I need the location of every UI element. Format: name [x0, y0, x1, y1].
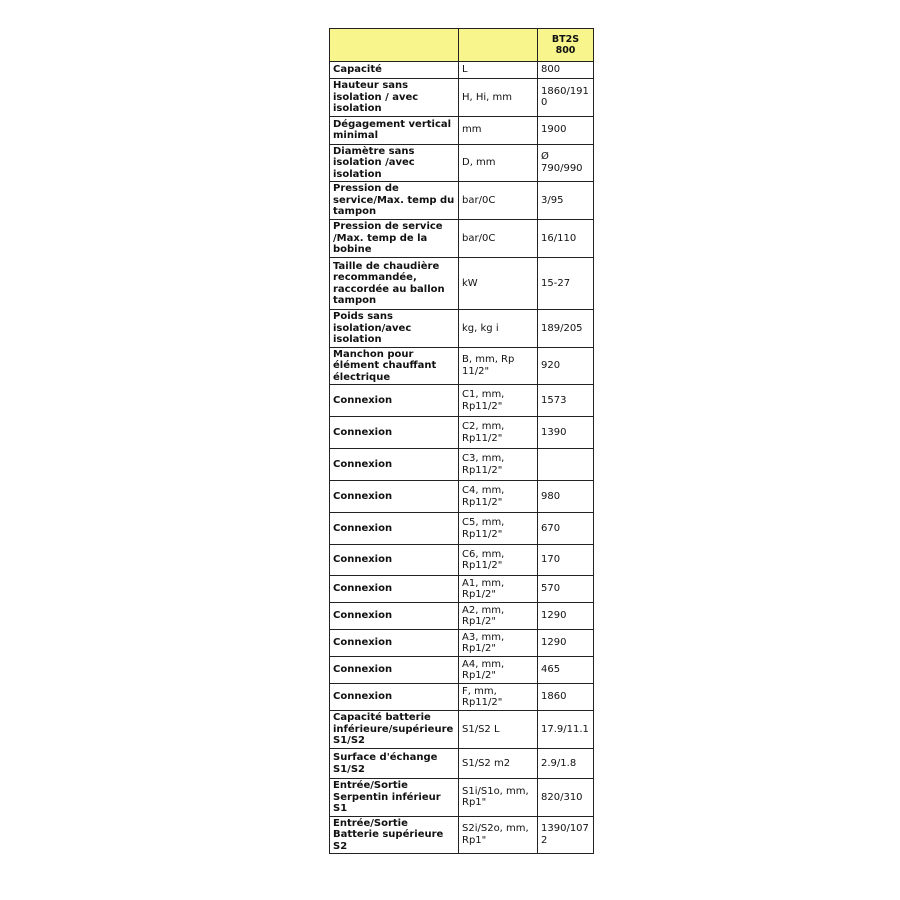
- table-row: [330, 449, 594, 481]
- row-value: 670: [538, 513, 594, 545]
- row-value: 1290: [538, 630, 594, 657]
- table-row: [330, 657, 594, 684]
- row-unit: C5, mm, Rp11/2": [459, 513, 538, 545]
- table-row: [330, 116, 594, 144]
- row-label: Connexion: [330, 545, 459, 576]
- row-label: Connexion: [330, 481, 459, 513]
- row-label: Connexion: [330, 630, 459, 657]
- row-label: Entrée/Sortie Batterie supérieure S2: [330, 816, 459, 854]
- row-label: Connexion: [330, 513, 459, 545]
- row-unit: S1/S2 L: [459, 711, 538, 749]
- header-unit-cell: [459, 29, 538, 62]
- row-label: Connexion: [330, 449, 459, 481]
- row-value: 15-27: [538, 258, 594, 310]
- row-label: Poids sans isolation/avec isolation: [330, 310, 459, 348]
- row-value: 189/205: [538, 310, 594, 348]
- row-label: Pression de service /Max. temp de la bobine: [330, 220, 459, 258]
- table-row: [330, 79, 594, 117]
- table-row: [330, 144, 594, 182]
- spec-table-body: [330, 29, 594, 854]
- row-unit: C3, mm, Rp11/2": [459, 449, 538, 481]
- row-value: 16/110: [538, 220, 594, 258]
- row-value: Ø 790/990: [538, 144, 594, 182]
- row-label: Capacité batterie inférieure/supérieure S1/S2: [330, 711, 459, 749]
- table-row: [330, 684, 594, 711]
- row-value: 465: [538, 657, 594, 684]
- row-label: Entrée/Sortie Serpentin inférieur S1: [330, 779, 459, 817]
- row-value: 1390/1072: [538, 816, 594, 854]
- row-label: Capacité: [330, 62, 459, 79]
- row-label: Surface d'échange S1/S2: [330, 749, 459, 779]
- row-label: Connexion: [330, 684, 459, 711]
- row-value: 170: [538, 545, 594, 576]
- row-value: 1390: [538, 417, 594, 449]
- row-value: 1573: [538, 385, 594, 417]
- row-label: Connexion: [330, 657, 459, 684]
- row-label: Dégagement vertical minimal: [330, 116, 459, 144]
- table-row: [330, 347, 594, 385]
- row-unit: A1, mm, Rp1/2": [459, 576, 538, 603]
- row-label: Pression de service/Max. temp du tampon: [330, 182, 459, 220]
- row-unit: C1, mm, Rp11/2": [459, 385, 538, 417]
- table-header-row: [330, 29, 594, 62]
- row-label: Hauteur sans isolation / avec isolation: [330, 79, 459, 117]
- table-row: [330, 779, 594, 817]
- row-unit: S2i/S2o, mm, Rp1": [459, 816, 538, 854]
- row-value: 3/95: [538, 182, 594, 220]
- row-label: Connexion: [330, 603, 459, 630]
- row-unit: C2, mm, Rp11/2": [459, 417, 538, 449]
- row-value: 920: [538, 347, 594, 385]
- table-row: [330, 603, 594, 630]
- row-label: Connexion: [330, 576, 459, 603]
- header-label-cell: [330, 29, 459, 62]
- row-label: Manchon pour élément chauffant électrique: [330, 347, 459, 385]
- table-row: [330, 220, 594, 258]
- row-value: 1900: [538, 116, 594, 144]
- row-value: 1290: [538, 603, 594, 630]
- table-row: [330, 481, 594, 513]
- table-row: [330, 182, 594, 220]
- row-value: 17.9/11.1: [538, 711, 594, 749]
- spec-table: [329, 28, 594, 854]
- row-value: 820/310: [538, 779, 594, 817]
- row-unit: kg, kg i: [459, 310, 538, 348]
- row-label: Connexion: [330, 417, 459, 449]
- table-row: [330, 576, 594, 603]
- row-unit: C6, mm, Rp11/2": [459, 545, 538, 576]
- row-unit: A4, mm, Rp1/2": [459, 657, 538, 684]
- row-label: Connexion: [330, 385, 459, 417]
- row-label: Diamètre sans isolation /avec isolation: [330, 144, 459, 182]
- table-row: [330, 417, 594, 449]
- model-capacity: 800: [555, 45, 576, 56]
- table-row: [330, 711, 594, 749]
- row-unit: A2, mm, Rp1/2": [459, 603, 538, 630]
- table-row: [330, 513, 594, 545]
- row-unit: B, mm, Rp 11/2": [459, 347, 538, 385]
- table-row: [330, 385, 594, 417]
- row-unit: bar/0C: [459, 220, 538, 258]
- row-unit: mm: [459, 116, 538, 144]
- row-value: 2.9/1.8: [538, 749, 594, 779]
- row-value: 570: [538, 576, 594, 603]
- table-row: [330, 62, 594, 79]
- row-unit: H, Hi, mm: [459, 79, 538, 117]
- row-unit: S1/S2 m2: [459, 749, 538, 779]
- row-unit: bar/0C: [459, 182, 538, 220]
- table-row: [330, 258, 594, 310]
- row-unit: C4, mm, Rp11/2": [459, 481, 538, 513]
- row-unit: L: [459, 62, 538, 79]
- row-unit: F, mm, Rp11/2": [459, 684, 538, 711]
- row-unit: A3, mm, Rp1/2": [459, 630, 538, 657]
- model-name: BT2S: [551, 34, 580, 45]
- row-value: 800: [538, 62, 594, 79]
- row-unit: D, mm: [459, 144, 538, 182]
- row-value: 1860: [538, 684, 594, 711]
- row-unit: kW: [459, 258, 538, 310]
- header-model-cell: [538, 29, 594, 62]
- table-row: [330, 545, 594, 576]
- table-row: [330, 816, 594, 854]
- table-row: [330, 310, 594, 348]
- table-row: [330, 630, 594, 657]
- row-value: 1860/1910: [538, 79, 594, 117]
- row-label: Taille de chaudière recommandée, raccordée au ballon tampon: [330, 258, 459, 310]
- table-row: [330, 749, 594, 779]
- row-unit: S1i/S1o, mm, Rp1": [459, 779, 538, 817]
- row-value: [538, 449, 594, 481]
- row-value: 980: [538, 481, 594, 513]
